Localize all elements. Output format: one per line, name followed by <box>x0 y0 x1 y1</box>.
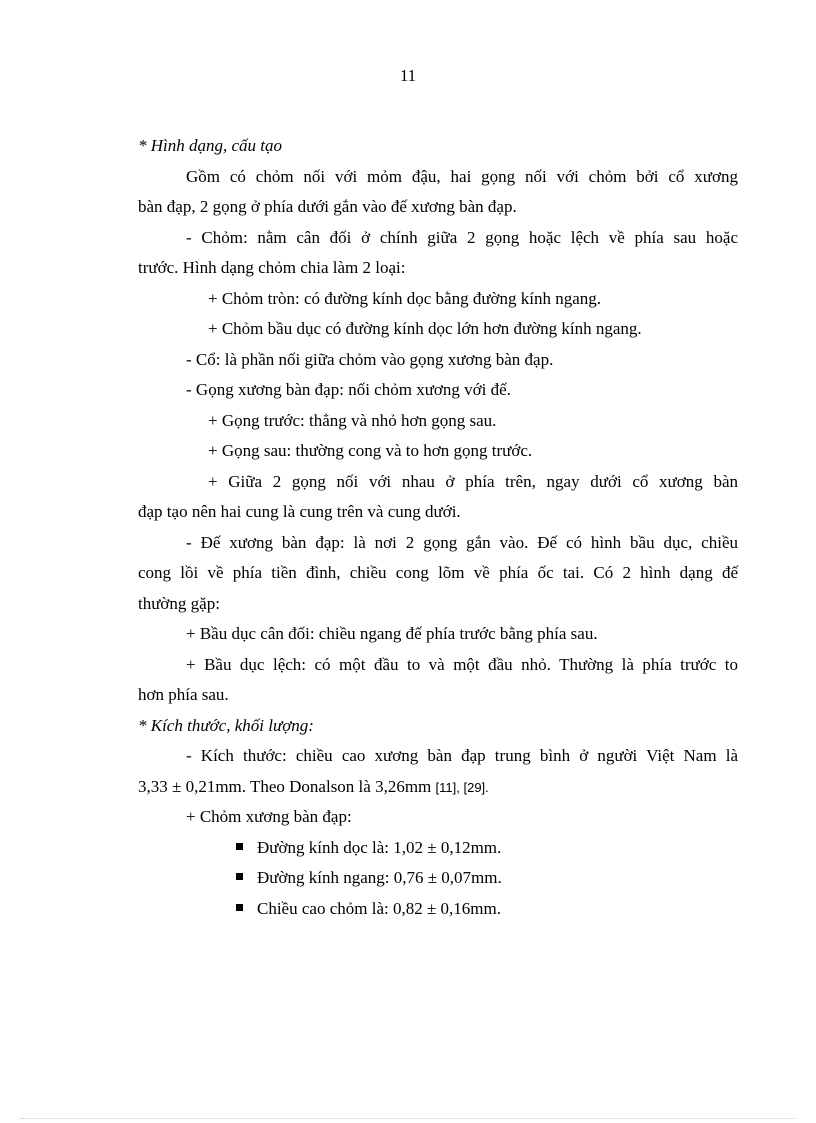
list-item: + Chỏm bầu dục có đường kính dọc lớn hơn đường kính ngang. <box>208 319 642 338</box>
section-heading-shape-structure: * Hình dạng, cấu tạo <box>138 136 283 155</box>
paragraph-line: cong lồi về phía tiền đình, chiều cong lõm về phía ốc tai. Có 2 hình dạng đế <box>138 563 738 582</box>
paragraph-line: bàn đạp, 2 gọng ở phía dưới gắn vào đế xương bàn đạp. <box>138 197 517 216</box>
document-body <box>138 131 738 924</box>
paragraph-text: 3,33 ± 0,21mm. Theo Donalson là 3,26mm <box>138 776 436 796</box>
square-bullet-icon <box>236 904 243 911</box>
page-number: 11 <box>399 66 417 85</box>
paragraph-line: - Cổ: là phần nối giữa chỏm vào gọng xương bàn đạp. <box>186 349 554 369</box>
list-item: + Chỏm xương bàn đạp: <box>186 807 352 826</box>
page-bottom-divider <box>20 1118 796 1119</box>
paragraph-line: đạp tạo nên hai cung là cung trên và cung dưới. <box>138 502 461 521</box>
paragraph-line <box>138 772 738 803</box>
paragraph-line: trước. Hình dạng chỏm chia làm 2 loại: <box>138 258 406 277</box>
list-item: + Bầu dục cân đối: chiều ngang đế phía trước bằng phía sau. <box>186 624 598 643</box>
list-item: + Gọng sau: thường cong và to hơn gọng trước. <box>208 441 533 460</box>
paragraph-line: - Kích thước: chiều cao xương bàn đạp trung bình ở người Việt Nam là <box>186 746 738 765</box>
paragraph-line: - Chỏm: nằm cân đối ở chính giữa 2 gọng hoặc lệch về phía sau hoặc <box>186 227 738 247</box>
square-bullet-icon <box>236 843 243 850</box>
bullet-item <box>138 863 738 894</box>
section-heading-size-weight: * Kích thước, khối lượng: <box>138 715 314 735</box>
bullet-text: Đường kính dọc là: 1,02 ± 0,12mm. <box>257 837 502 857</box>
paragraph-line: - Gọng xương bàn đạp: nối chỏm xương với đế. <box>186 380 511 399</box>
list-item: + Chỏm tròn: có đường kính dọc bằng đường kính ngang. <box>208 288 602 308</box>
list-item: + Bầu dục lệch: có một đầu to và một đầu nhỏ. Thường là phía trước to <box>186 654 738 674</box>
paragraph-line: thường gặp: <box>138 593 220 613</box>
list-item: + Gọng trước: thẳng và nhỏ hơn gọng sau. <box>208 410 497 430</box>
bullet-text: Đường kính ngang: 0,76 ± 0,07mm. <box>257 868 502 887</box>
bullet-text: Chiều cao chỏm là: 0,82 ± 0,16mm. <box>257 898 501 918</box>
paragraph-line: Gồm có chỏm nối với mỏm đậu, hai gọng nối với chỏm bởi cổ xương <box>186 166 738 186</box>
bullet-item <box>138 894 738 925</box>
paragraph-line: - Đế xương bàn đạp: là nơi 2 gọng gắn vào. Đế có hình bầu dục, chiều <box>186 532 738 552</box>
list-item: + Giữa 2 gọng nối với nhau ở phía trên, ngay dưới cổ xương bàn <box>208 471 738 491</box>
paragraph-line: hơn phía sau. <box>138 685 229 704</box>
square-bullet-icon <box>236 873 243 880</box>
bullet-item <box>138 833 738 864</box>
citation: [11], [29]. <box>435 779 489 795</box>
